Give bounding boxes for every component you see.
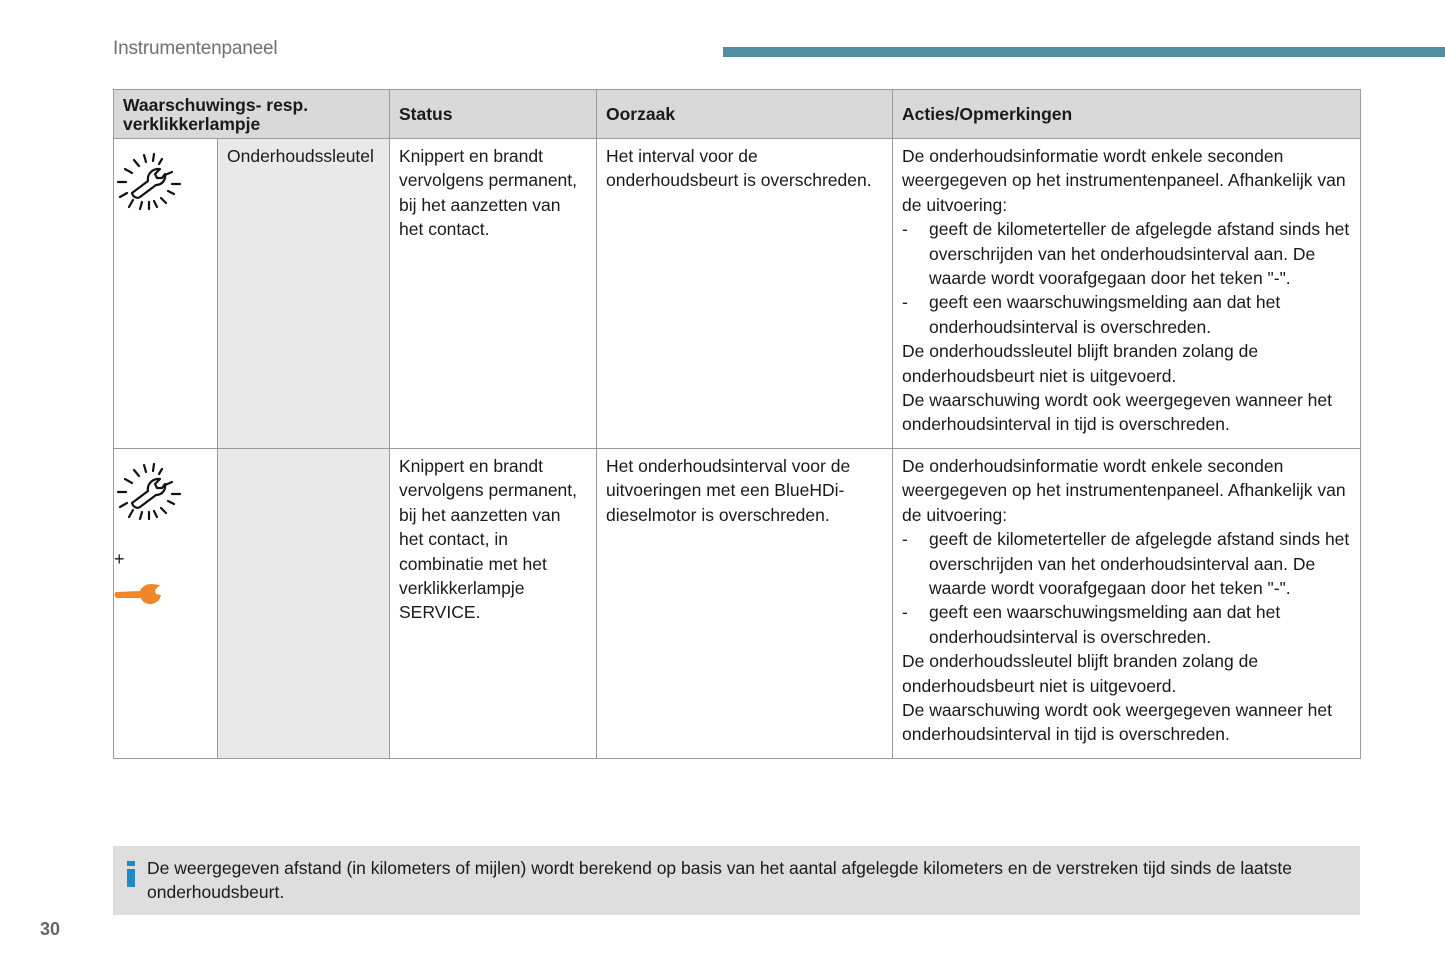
bullet-marker: - bbox=[902, 602, 908, 623]
actions-bullet bbox=[902, 217, 1351, 290]
column-header-actions: Acties/Opmerkingen bbox=[893, 90, 1361, 139]
section-title: Instrumentenpaneel bbox=[113, 38, 278, 59]
actions-cell bbox=[893, 139, 1361, 449]
service-wrench-orange-icon bbox=[114, 590, 164, 610]
actions-cell bbox=[893, 449, 1361, 759]
status-cell: Knippert en brandt vervolgens permanent, bij het aanzetten van het contact, in combinatie met het verklikkerlampje SERVICE. bbox=[390, 449, 597, 759]
maintenance-wrench-flashing-icon bbox=[114, 507, 184, 527]
lamp-name-cell: Onderhoudssleutel bbox=[218, 139, 390, 449]
lamp-icon-cell bbox=[114, 449, 218, 759]
bullet-text: geeft de kilometerteller de afgelegde afstand sinds het overschrijden van het onderhoudsinterval aan. De waarde wordt voorafgegaan door het teken "-". bbox=[929, 219, 1350, 289]
actions-note: De onderhoudssleutel blijft branden zolang de onderhoudsbeurt niet is uitgevoerd. bbox=[902, 651, 1259, 696]
cause-cell: Het onderhoudsinterval voor de uitvoeringen met een BlueHDi-dieselmotor is overschreden. bbox=[597, 449, 893, 759]
bullet-marker: - bbox=[902, 292, 908, 313]
lamp-name-cell bbox=[218, 449, 390, 759]
column-header-lamp: Waarschuwings- resp. verklikkerlampje bbox=[114, 90, 390, 139]
actions-note: De waarschuwing wordt ook weergegeven wanneer het onderhoudsinterval in tijd is overschreden. bbox=[902, 700, 1332, 745]
table-row bbox=[114, 449, 1361, 759]
actions-bullet bbox=[902, 600, 1351, 649]
info-box bbox=[113, 846, 1360, 915]
maintenance-wrench-flashing-icon bbox=[114, 197, 184, 217]
bullet-text: geeft de kilometerteller de afgelegde afstand sinds het overschrijden van het onderhoudsinterval aan. De waarde wordt voorafgegaan door het teken "-". bbox=[929, 529, 1350, 599]
actions-bullet bbox=[902, 527, 1351, 600]
bullet-text: geeft een waarschuwingsmelding aan dat het onderhoudsinterval is overschreden. bbox=[929, 292, 1281, 337]
actions-note: De onderhoudssleutel blijft branden zolang de onderhoudsbeurt niet is uitgevoerd. bbox=[902, 341, 1259, 386]
actions-intro: De onderhoudsinformatie wordt enkele seconden weergegeven op het instrumentenpaneel. Afhankelijk van de uitvoering: bbox=[902, 456, 1346, 525]
actions-bullet bbox=[902, 290, 1351, 339]
column-header-cause: Oorzaak bbox=[597, 90, 893, 139]
warning-lamp-table bbox=[113, 89, 1361, 759]
page-number: 30 bbox=[40, 919, 61, 939]
lamp-icon-cell bbox=[114, 139, 218, 449]
table-row bbox=[114, 139, 1361, 449]
bullet-marker: - bbox=[902, 219, 908, 240]
bullet-marker: - bbox=[902, 529, 908, 550]
plus-sign: + bbox=[114, 549, 125, 570]
info-text: De weergegeven afstand (in kilometers of mijlen) wordt berekend op basis van het aantal afgelegde kilometers en de verstreken tijd sinds de laatste onderhoudsbeurt. bbox=[147, 858, 1292, 902]
cause-cell: Het interval voor de onderhoudsbeurt is overschreden. bbox=[597, 139, 893, 449]
header-accent-bar bbox=[723, 47, 1445, 57]
actions-note: De waarschuwing wordt ook weergegeven wanneer het onderhoudsinterval in tijd is overschreden. bbox=[902, 390, 1332, 435]
column-header-status: Status bbox=[390, 90, 597, 139]
info-icon bbox=[126, 861, 136, 887]
bullet-text: geeft een waarschuwingsmelding aan dat het onderhoudsinterval is overschreden. bbox=[929, 602, 1281, 647]
status-cell: Knippert en brandt vervolgens permanent, bij het aanzetten van het contact. bbox=[390, 139, 597, 449]
table-header-row bbox=[114, 90, 1361, 139]
actions-intro: De onderhoudsinformatie wordt enkele seconden weergegeven op het instrumentenpaneel. Afhankelijk van de uitvoering: bbox=[902, 146, 1346, 215]
